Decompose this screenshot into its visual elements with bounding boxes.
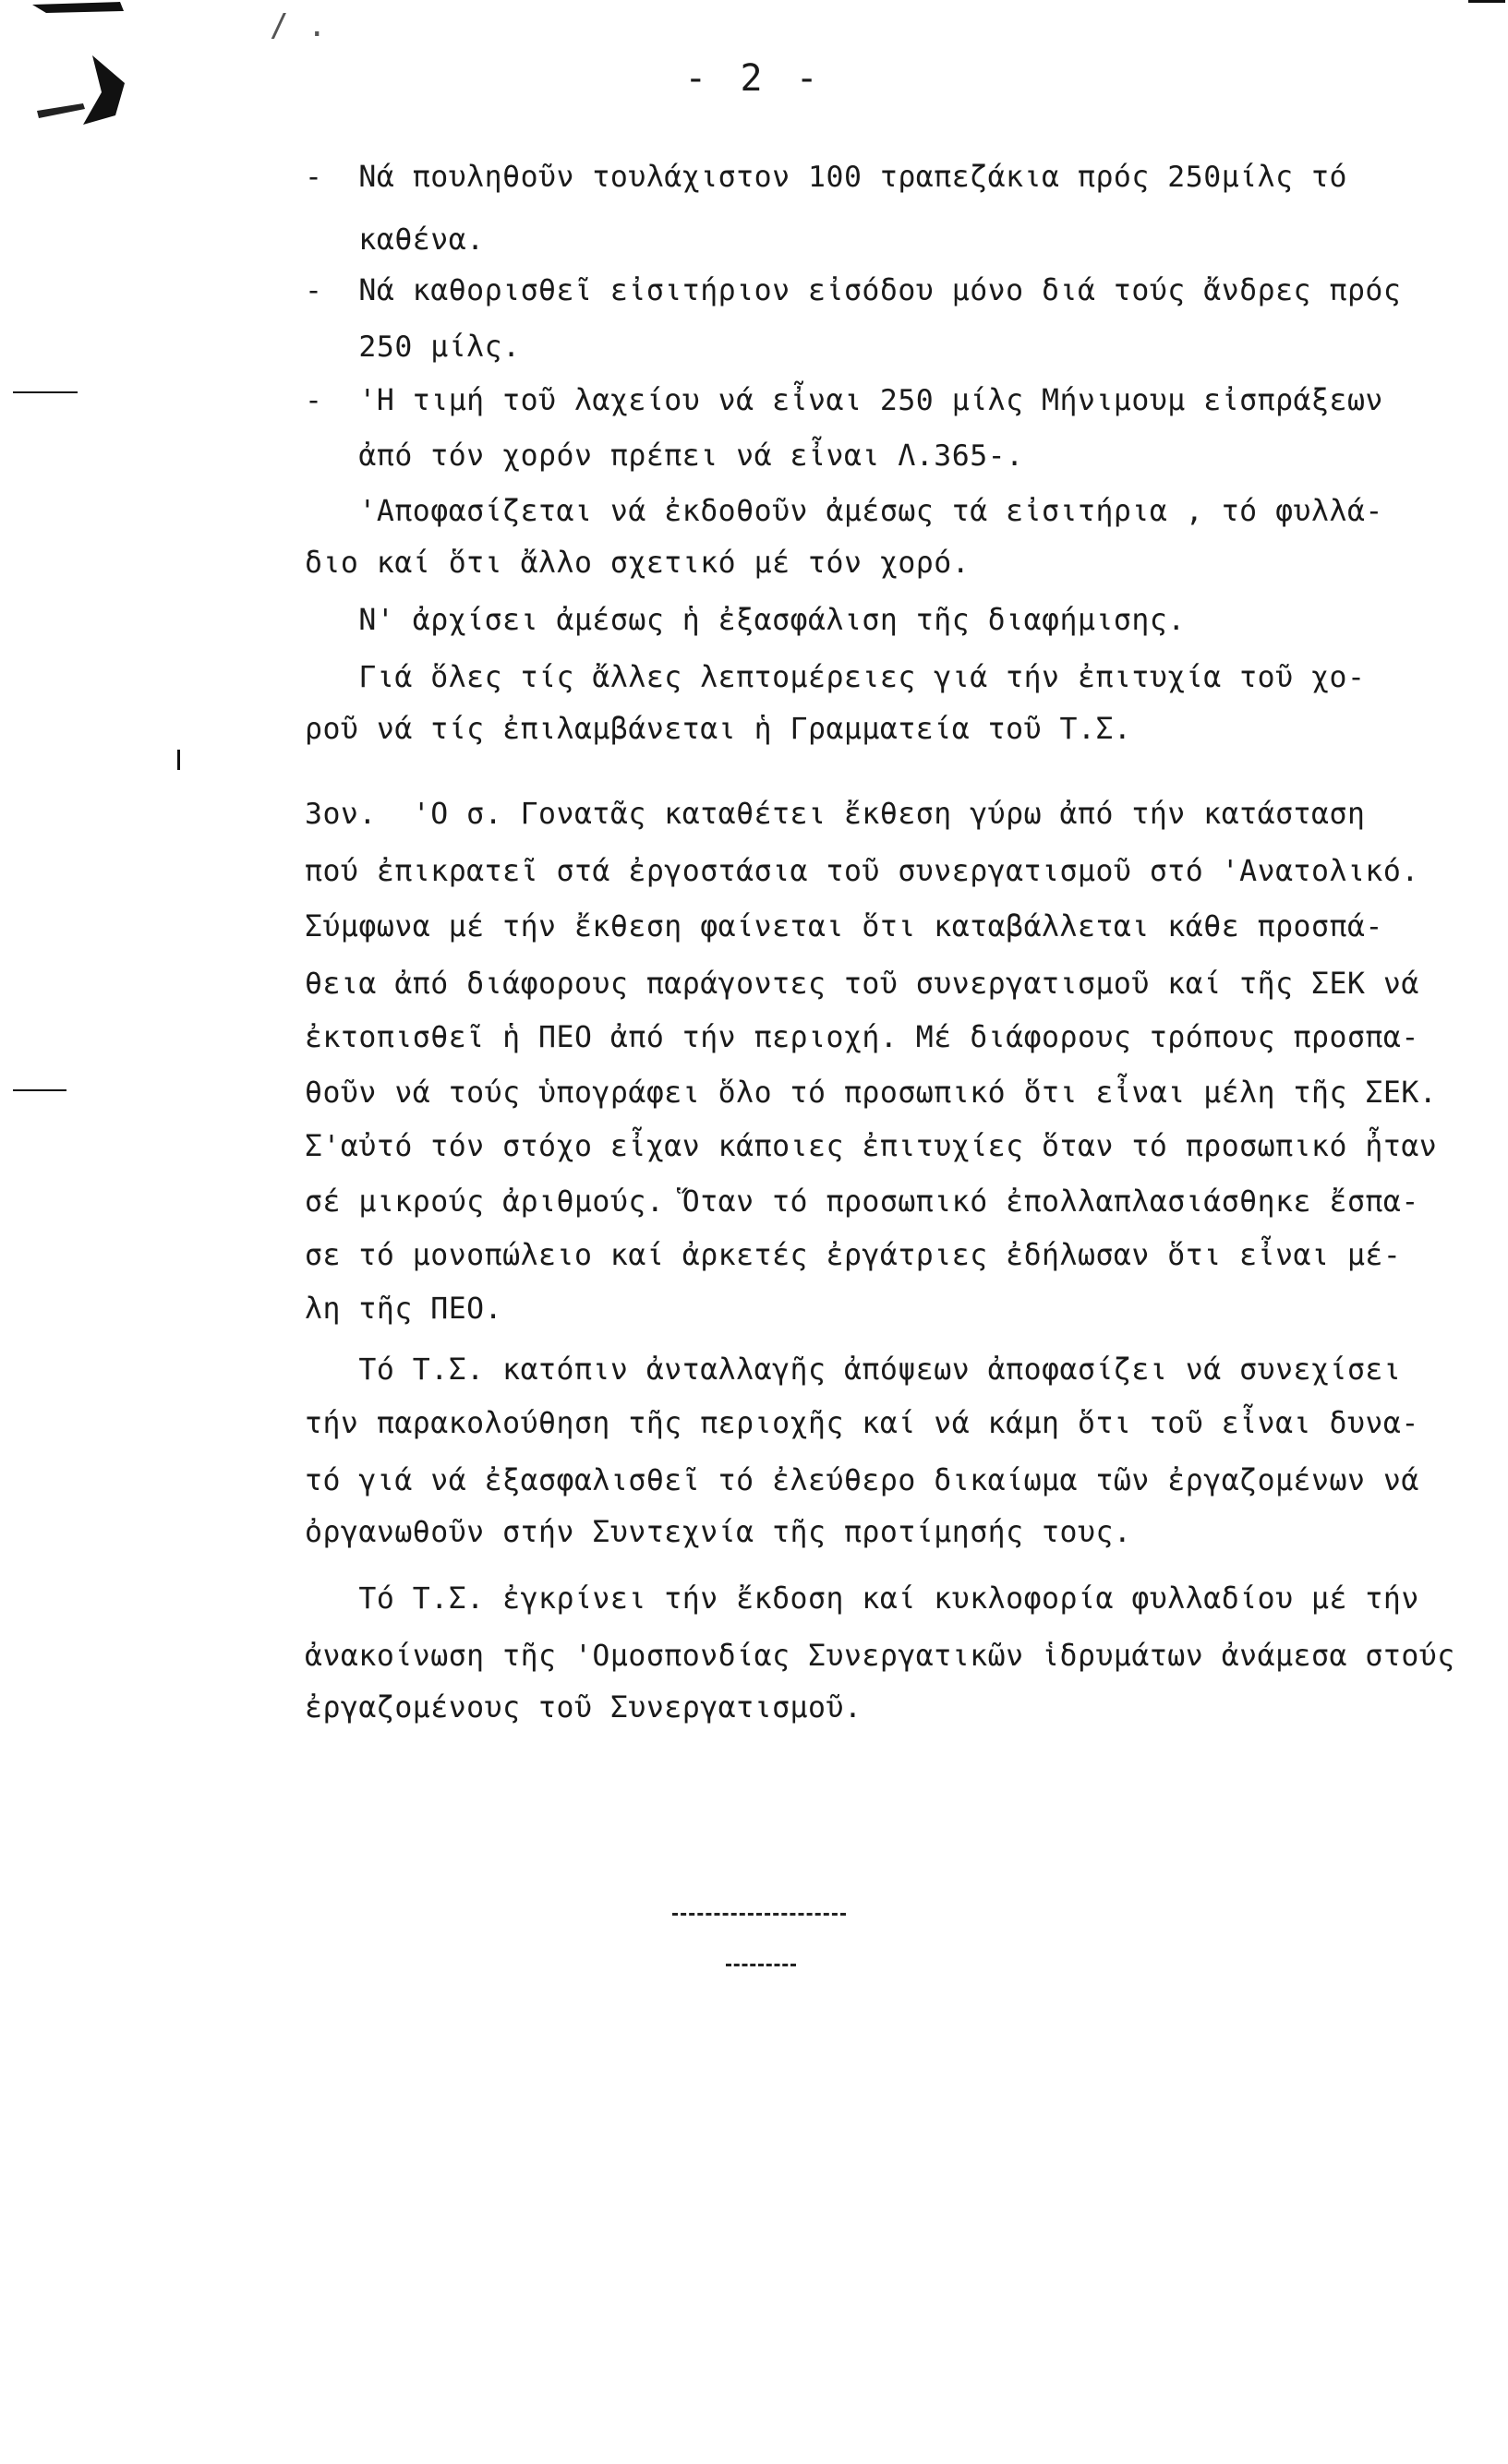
text-line: Γιά ὅλες τίς ἄλλες λεπτομέρειες γιά τήν ἐπιτυχία τοῦ χο- (305, 661, 1366, 694)
text-line: σέ μικρούς ἀριθμούς. Ὅταν τό προσωπικό ἐπολλαπλασιάσθηκε ἔσπα- (305, 1185, 1419, 1219)
text-line: σε τό μονοπώλειο καί ἀρκετές ἐργάτριες ἐδήλωσαν ὅτι εἶναι μέ- (305, 1239, 1402, 1272)
text-line: ὀργανωθοῦν στήν Συντεχνία τῆς προτίμησής τους. (305, 1516, 1132, 1549)
page-number: - 2 - (684, 57, 824, 100)
scan-artifact-left-1 (13, 391, 78, 393)
text-line: θεια ἀπό διάφορους παράγοντες τοῦ συνεργατισμοῦ καί τῆς ΣΕΚ νά (305, 968, 1419, 1001)
text-line: διο καί ὅτι ἄλλο σχετικό μέ τόν χορό. (305, 547, 971, 580)
stray-mark: / . (270, 7, 327, 44)
text-line: καθένα. (305, 223, 485, 257)
text-line: - Νά πουληθοῦν τουλάχιστον 100 τραπεζάκια πρός 250μίλς τό (305, 161, 1347, 194)
scan-artifact-right (1468, 0, 1505, 3)
text-line: 3ον. 'Ο σ. Γονατᾶς καταθέτει ἔκθεση γύρω ἀπό τήν κατάσταση (305, 798, 1366, 831)
text-line: ἀπό τόν χορόν πρέπει νά εἶναι Λ.365-. (305, 439, 1024, 473)
text-line: τήν παρακολούθηση τῆς περιοχῆς καί νά κάμη ὅτι τοῦ εἶναι δυνα- (305, 1407, 1419, 1440)
text-line: ἐργαζομένους τοῦ Συνεργατισμοῦ. (305, 1691, 863, 1725)
text-line: πού ἐπικρατεῖ στά ἐργοστάσια τοῦ συνεργατισμοῦ στό 'Ανατολικό. (305, 855, 1419, 888)
text-line: - 'Η τιμή τοῦ λαχείου νά εἶναι 250 μίλς Μήνιμουμ εἰσπράξεων (305, 384, 1383, 417)
text-line: - Νά καθορισθεῖ εἰσιτήριον εἰσόδου μόνο διά τούς ἄνδρες πρός (305, 274, 1402, 307)
text-line: λη τῆς ΠΕΟ. (305, 1292, 503, 1326)
closing-rule-long (672, 1913, 846, 1916)
scan-artifact-left-3 (177, 750, 180, 770)
text-line: ροῦ νά τίς ἐπιλαμβάνεται ἡ Γραμματεία τοῦ Τ.Σ. (305, 713, 1132, 746)
text-line: ἀνακοίνωση τῆς 'Ομοσπονδίας Συνεργατικῶν ἱδρυμάτων ἀνάμεσα στούς (305, 1640, 1455, 1673)
text-line: Σ'αὐτό τόν στόχο εἶχαν κάποιες ἐπιτυχίες ὅταν τό προσωπικό ἦταν (305, 1130, 1438, 1163)
text-line: Τό Τ.Σ. ἐγκρίνει τήν ἔκδοση καί κυκλοφορία φυλλαδίου μέ τήν (305, 1582, 1419, 1616)
text-line: ἐκτοπισθεῖ ἡ ΠΕΟ ἀπό τήν περιοχή. Μέ διάφορους τρόπους προσπα- (305, 1021, 1419, 1054)
text-line: τό γιά νά ἐξασφαλισθεῖ τό ἐλεύθερο δικαίωμα τῶν ἐργαζομένων νά (305, 1464, 1419, 1497)
text-line: θοῦν νά τούς ὑπογράφει ὅλο τό προσωπικό ὅτι εἶναι μέλη τῆς ΣΕΚ. (305, 1076, 1438, 1110)
text-line: Σύμφωνα μέ τήν ἔκθεση φαίνεται ὅτι καταβάλλεται κάθε προσπά- (305, 910, 1383, 944)
text-line: 250 μίλς. (305, 331, 521, 364)
scan-artifact-left-2 (13, 1089, 66, 1091)
text-line: Ν' ἀρχίσει ἀμέσως ἡ ἐξασφάλιση τῆς διαφήμισης. (305, 604, 1186, 637)
text-line: Τό Τ.Σ. κατόπιν ἀνταλλαγῆς ἀπόψεων ἀποφασίζει νά συνεχίσει (305, 1353, 1402, 1387)
closing-rule-short (726, 1964, 796, 1966)
text-line: 'Αποφασίζεται νά ἐκδοθοῦν ἀμέσως τά εἰσιτήρια , τό φυλλά- (305, 495, 1383, 528)
